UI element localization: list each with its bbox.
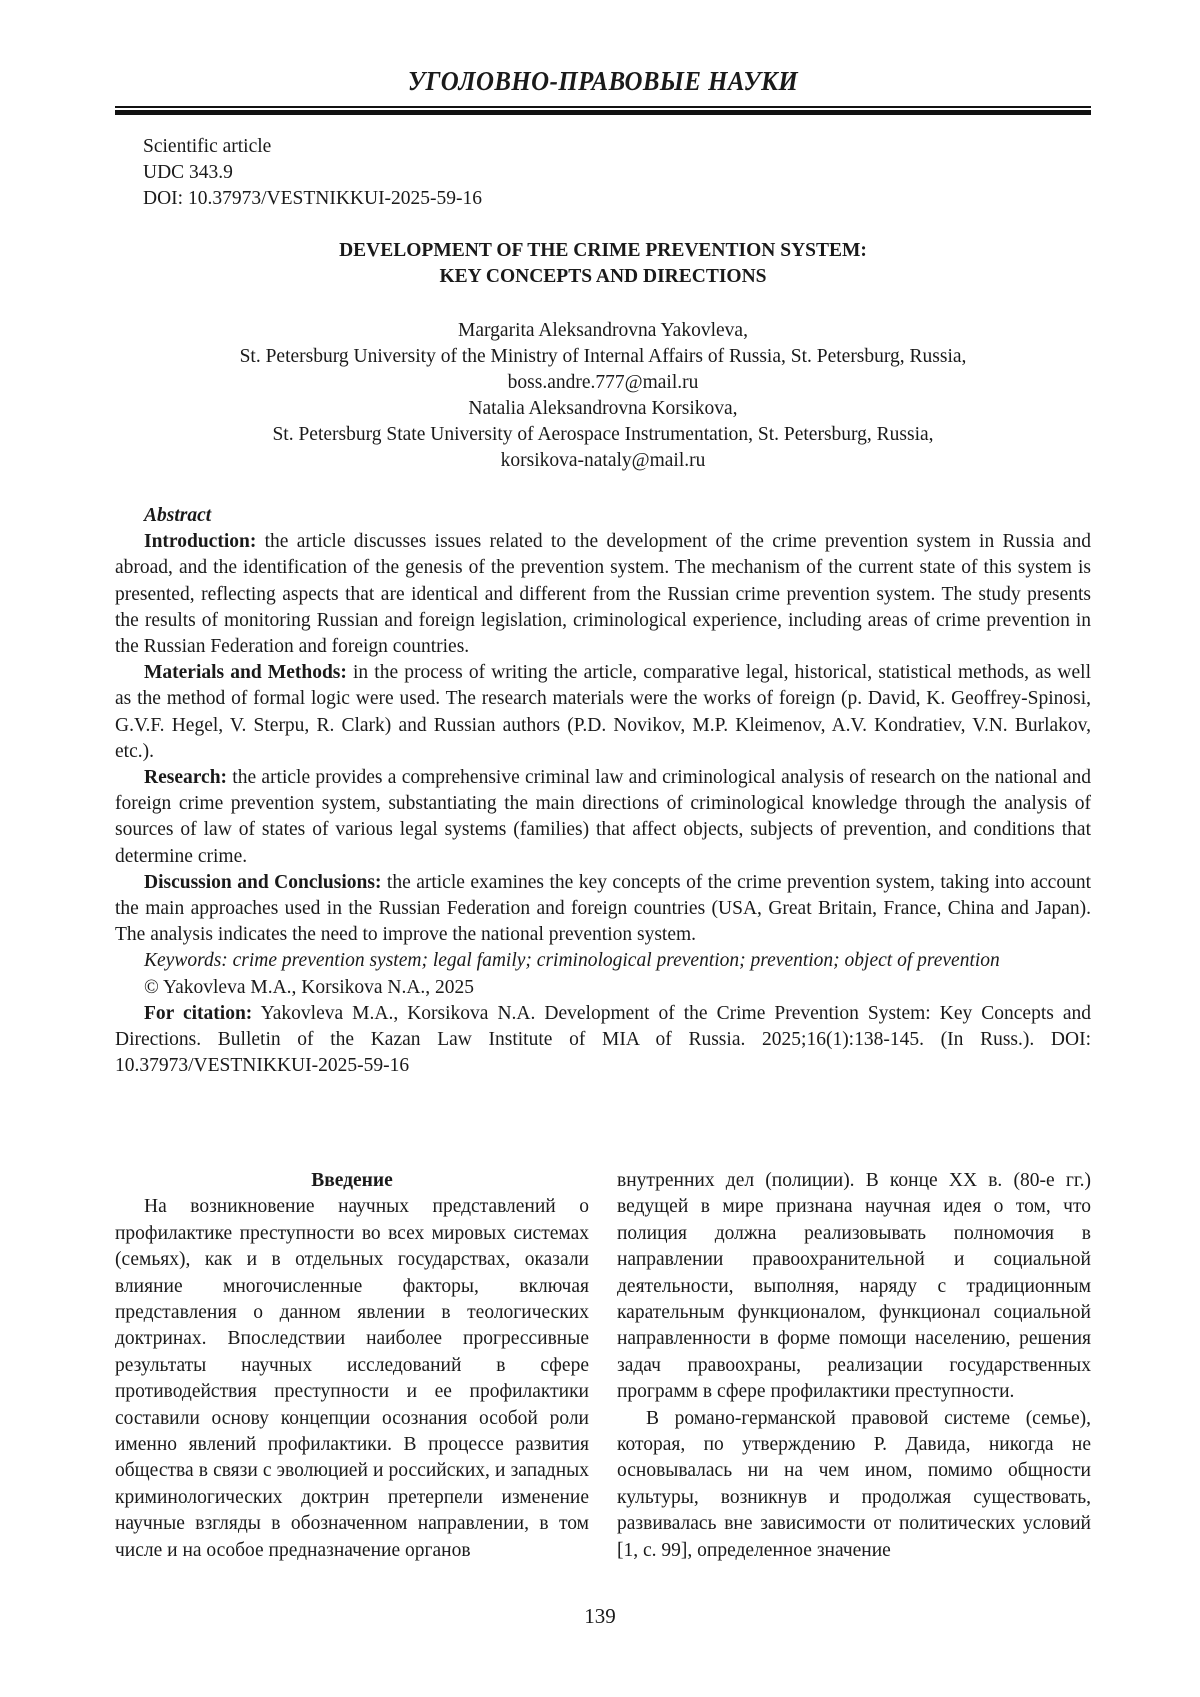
keywords: Keywords: crime prevention system; legal family; criminological prevention; prevention; object of prevention — [144, 950, 1000, 972]
header-rule-thin — [115, 106, 1091, 108]
methods-text: in the process of writing the article, comparative legal, historical, statistical methods, as well as the method of formal logic were used. The research materials were the works of foreign (p. David, K. Geoffrey-Spinosi, G.V.F. Hegel, V. Sterpu, R. Clark) and Russian authors (P.D. Novikov, M.P. Kleimenov, A.V. Kondratiev, V.N. Burlakov, etc.). — [115, 662, 1091, 762]
header-rule-thick — [115, 110, 1091, 115]
title-line-1: DEVELOPMENT OF THE CRIME PREVENTION SYSTEM: — [339, 240, 867, 261]
section-heading: Введение — [311, 1170, 393, 1191]
running-head: УГОЛОВНО-ПРАВОВЫЕ НАУКИ — [407, 66, 799, 96]
article-title — [115, 238, 1091, 290]
column-left — [115, 1168, 589, 1564]
title-line-2: KEY CONCEPTS AND DIRECTIONS — [439, 266, 767, 287]
copyright: © Yakovleva M.A., Korsikova N.A., 2025 — [144, 976, 475, 998]
doi: DOI: 10.37973/VESTNIKKUI-2025-59-16 — [143, 188, 483, 209]
introduction-text: the article discusses issues related to the development of the crime prevention system in Russia and abroad, and the identification of the genesis of the prevention system. The mechanism of the current state of this system is presented, reflecting aspects that are identical and different from the Russian crime prevention system. The study presents the results of monitoring Russian and foreign legislation, criminological experience, including areas of crime prevention in the Russian Federation and foreign countries. — [115, 531, 1091, 658]
citation-text: Yakovleva M.A., Korsikova N.A. Development of the Crime Prevention System: Key Concepts and Directions. Bulletin of the Kazan Law Institute of MIA of Russia. 2025;16(1):138-145. (In Russ.). DOI: 10.37973/VESTNIKKUI-2025-59-16 — [115, 1002, 1092, 1077]
page-number: 139 — [584, 1604, 616, 1628]
author-affiliation: St. Petersburg University of the Ministry of Internal Affairs of Russia, St. Petersburg, Russia, — [239, 346, 967, 367]
author-email: korsikova-nataly@mail.ru — [500, 450, 706, 471]
citation-label: For citation: — [144, 1002, 253, 1024]
abstract-discussion — [115, 870, 1091, 949]
author-block — [115, 318, 1091, 474]
author-email: boss.andre.777@mail.ru — [507, 372, 699, 393]
discussion-label: Discussion and Conclusions: — [144, 871, 382, 893]
column-right — [617, 1168, 1091, 1564]
introduction-label: Introduction: — [144, 531, 257, 553]
body-paragraph: внутренних дел (полиции). В конце XX в. (80-е гг.) ведущей в мире признана научная идея о том, что полиция должна реализовывать полномочия в направлении правоохранительной и социальной деятельности, выполняя, наряду с традиционным карательным функционалом, функционал социальной направленности в форме помощи населению, решения задач правоохраны, реализации государственных программ в сфере профилактики преступности. — [617, 1170, 1091, 1403]
udc-code: UDC 343.9 — [143, 162, 233, 183]
abstract-heading: Abstract — [144, 505, 212, 526]
body-paragraph: В романо-германской правовой системе (семье), которая, по утверждению Р. Давида, никогда не основывалась ни на чем ином, помимо общности культуры, возникнув и продолжая существовать, развивалась вне зависимости от политических условий [1, с. 99], определенное значение — [617, 1407, 1091, 1561]
author-name: Margarita Aleksandrovna Yakovleva, — [458, 320, 748, 341]
methods-label: Materials and Methods: — [144, 662, 347, 684]
research-label: Research: — [144, 767, 228, 789]
article-meta — [143, 134, 482, 212]
author-name: Natalia Aleksandrovna Korsikova, — [468, 398, 738, 419]
discussion-text: the article examines the key concepts of the crime prevention system, taking into account the main approaches used in the Russian Federation and foreign countries (USA, Great Britain, France, China and Japan). The analysis indicates the need to improve the national prevention system. — [115, 871, 1091, 946]
citation — [115, 1001, 1091, 1080]
author-affiliation: St. Petersburg State University of Aerospace Instrumentation, St. Petersburg, Russia, — [272, 424, 934, 445]
abstract-research — [115, 765, 1091, 870]
abstract-methods — [115, 660, 1091, 765]
research-text: the article provides a comprehensive criminal law and criminological analysis of research on the national and foreign crime prevention system, substantiating the main directions of criminological knowledge through the analysis of sources of law of states of various legal systems (families) that affect objects, subjects of prevention, and conditions that determine crime. — [115, 767, 1091, 867]
abstract — [115, 503, 1091, 1079]
body-paragraph: На возникновение научных представлений о профилактике преступности во всех мировых системах (семьях), как и в отдельных государствах, оказали влияние многочисленные факторы, включая представления о данном явлении в теологических доктринах. Впоследствии наиболее прогрессивные результаты научных исследований в сфере противодействия преступности и ее профилактики составили основу концепции осознания особой роли именно явлений профилактики. В процессе развития общества в связи с эволюцией и российских, и западных криминологических доктрин претерпели изменение научные взгляды в обозначенном направлении, в том числе и на особое предназначение органов — [115, 1196, 589, 1561]
abstract-introduction — [115, 529, 1091, 660]
article-type: Scientific article — [143, 136, 272, 157]
